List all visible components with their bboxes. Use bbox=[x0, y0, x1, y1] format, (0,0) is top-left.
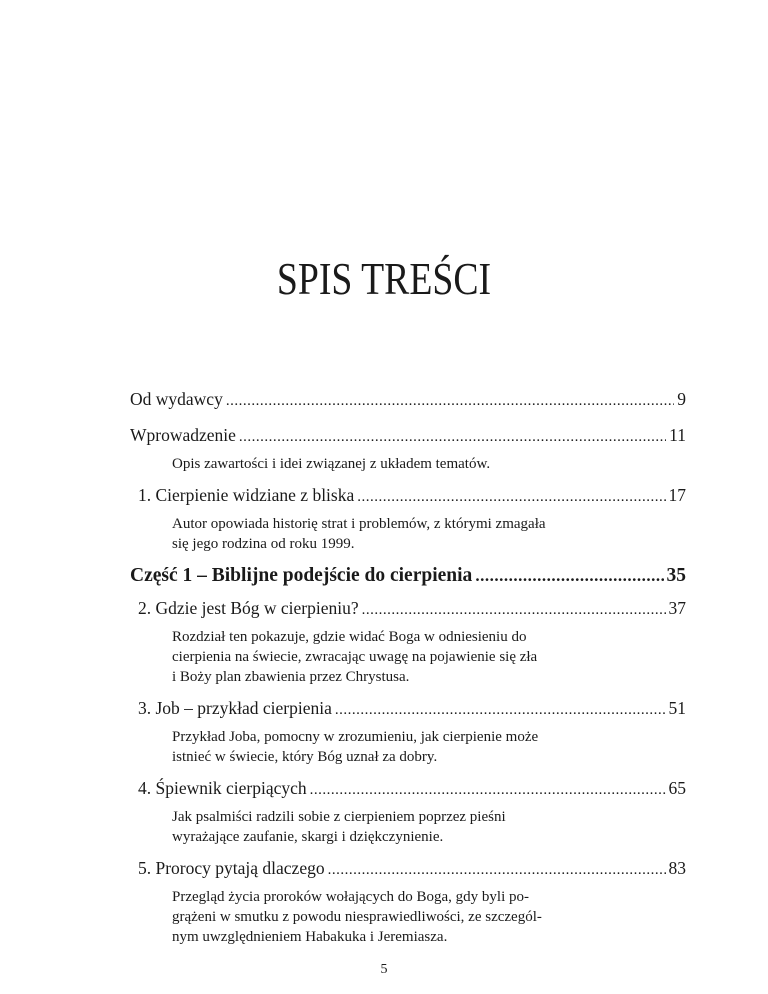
toc-entry-description bbox=[172, 454, 644, 474]
toc-entry-page: 9 bbox=[677, 389, 686, 409]
toc-entry-page: 83 bbox=[668, 858, 686, 878]
toc-entry-page: 51 bbox=[668, 698, 686, 718]
dot-leader bbox=[239, 426, 666, 448]
toc-entry-page: 37 bbox=[668, 598, 686, 618]
description-line: grążeni w smutku z powodu niesprawiedliwości, ze szczegól- bbox=[172, 909, 542, 925]
page-title: SPIS TREŚCI bbox=[276, 253, 492, 304]
description-line: Autor opowiada historię strat i problemów, z którymi zmagała bbox=[172, 516, 546, 532]
description-line: Przykład Joba, pomocny w zrozumieniu, jak cierpienie może bbox=[172, 729, 539, 745]
toc-entry-label: 4. Śpiewnik cierpiących bbox=[138, 778, 307, 798]
toc-entry-od-wydawcy bbox=[130, 388, 686, 412]
dot-leader bbox=[475, 563, 663, 589]
description-line: wyrażające zaufanie, skargi i dziękczynienie. bbox=[172, 829, 444, 845]
description-line: cierpienia na świecie, zwracając uwagę na pojawienie się zła bbox=[172, 649, 538, 665]
table-of-contents bbox=[130, 388, 686, 947]
toc-entry-label: Część 1 – Biblijne podejście do cierpienia bbox=[130, 565, 473, 586]
toc-entry-label: 3. Job – przykład cierpienia bbox=[138, 698, 332, 718]
toc-entry-description bbox=[172, 727, 644, 767]
toc-entry-label: 2. Gdzie jest Bóg w cierpieniu? bbox=[138, 598, 359, 618]
toc-entry-label: Od wydawcy bbox=[130, 389, 223, 409]
toc-entry-chapter-5 bbox=[130, 857, 686, 881]
toc-entry-description bbox=[172, 627, 644, 687]
dot-leader bbox=[328, 859, 666, 881]
dot-leader bbox=[335, 699, 666, 721]
dot-leader bbox=[362, 599, 666, 621]
toc-entry-chapter-2 bbox=[130, 597, 686, 621]
toc-entry-page: 11 bbox=[669, 425, 686, 445]
toc-entry-page: 17 bbox=[668, 485, 686, 505]
toc-entry-label: 5. Prorocy pytają dlaczego bbox=[138, 858, 325, 878]
dot-leader bbox=[310, 779, 666, 801]
page-number: 5 bbox=[380, 962, 388, 977]
toc-entry-label: Wprowadzenie bbox=[130, 425, 236, 445]
toc-entry-chapter-1 bbox=[130, 484, 686, 508]
toc-entry-wprowadzenie bbox=[130, 424, 686, 448]
description-line: Rozdział ten pokazuje, gdzie widać Boga w odniesieniu do bbox=[172, 629, 527, 645]
toc-entry-description bbox=[172, 807, 644, 847]
description-line: Przegląd życia proroków wołających do Boga, gdy byli po- bbox=[172, 889, 529, 905]
toc-entry-description bbox=[172, 887, 644, 947]
description-line: Jak psalmiści radzili sobie z cierpieniem poprzez pieśni bbox=[172, 809, 506, 825]
toc-entry-chapter-3 bbox=[130, 697, 686, 721]
toc-entry-page: 65 bbox=[668, 778, 686, 798]
description-line: istnieć w świecie, który Bóg uznał za dobry. bbox=[172, 749, 438, 765]
toc-entry-description bbox=[172, 514, 644, 554]
toc-entry-part-1 bbox=[130, 563, 686, 589]
dot-leader bbox=[226, 390, 674, 412]
toc-entry-page: 35 bbox=[666, 565, 686, 586]
dot-leader bbox=[357, 486, 665, 508]
toc-entry-chapter-4 bbox=[130, 777, 686, 801]
description-line: się jego rodzina od roku 1999. bbox=[172, 536, 355, 552]
toc-entry-label: 1. Cierpienie widziane z bliska bbox=[138, 485, 355, 505]
description-line: nym uwzględnieniem Habakuka i Jeremiasza. bbox=[172, 929, 448, 945]
description-line: Opis zawartości i idei związanej z układem tematów. bbox=[172, 456, 491, 472]
description-line: i Boży plan zbawienia przez Chrystusa. bbox=[172, 669, 410, 685]
